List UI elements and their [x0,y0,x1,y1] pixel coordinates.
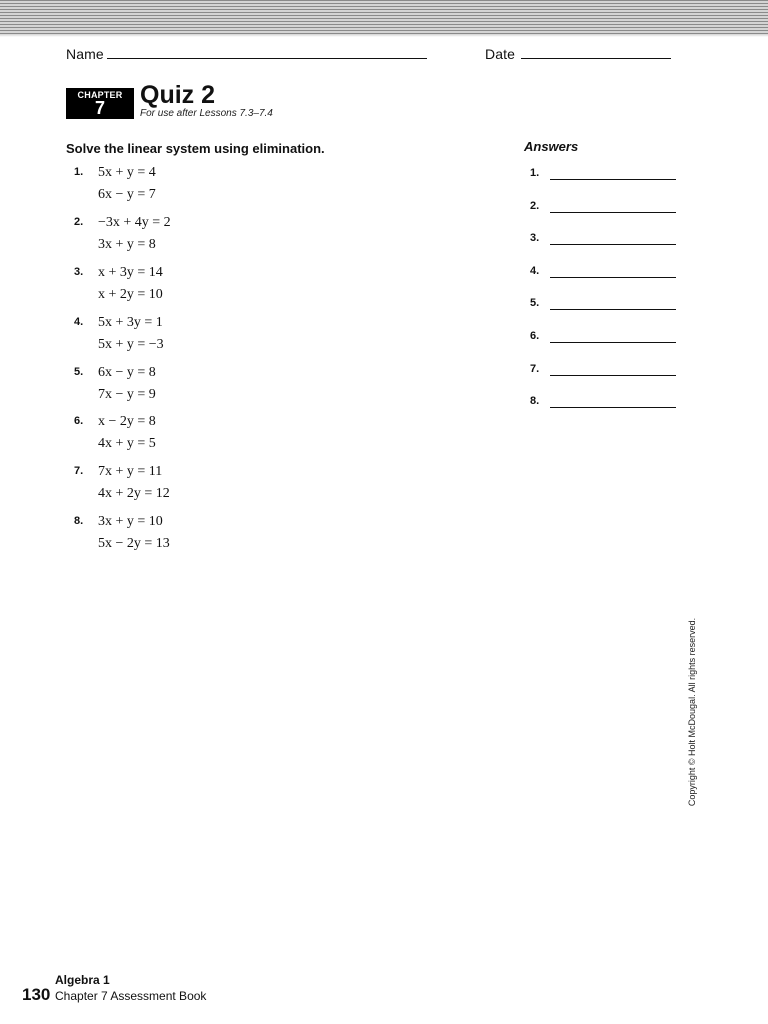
quiz-subtitle: For use after Lessons 7.3–7.4 [140,108,273,119]
footer-book-subtitle: Chapter 7 Assessment Book [55,989,207,1003]
chapter-badge-label: CHAPTER [77,90,123,100]
chapter-badge-number: 7 [94,98,105,118]
problem-equation-1: x − 2y = 8 [98,414,156,429]
chapter-badge [66,88,134,119]
answer-row-4 [530,265,676,279]
answer-number: 4. [530,265,540,277]
date-field[interactable] [521,58,671,59]
problem-equation-2: 7x − y = 9 [98,387,156,402]
problem-equation-1: 3x + y = 10 [98,514,163,529]
answer-number: 8. [530,395,540,407]
problem-equation-1: 7x + y = 11 [98,464,163,479]
problem-number: 7. [74,465,84,477]
answer-row-2 [530,200,676,214]
problem-number: 2. [74,216,84,228]
problem-equation-2: 4x + y = 5 [98,436,156,451]
problem-equation-2: 5x + y = −3 [98,337,164,352]
problem-number: 4. [74,316,84,328]
problem-equation-2: 4x + 2y = 12 [98,486,170,501]
answers-heading: Answers [524,139,579,154]
quiz-title: Quiz 2 [140,81,216,109]
answer-number: 2. [530,200,540,212]
answer-number: 6. [530,330,540,342]
instructions: Solve the linear system using elimination. [66,141,325,156]
answer-number: 3. [530,232,540,244]
copyright-notice: Copyright © Holt McDougal. All rights reserved. [687,617,697,807]
problem-equation-1: −3x + 4y = 2 [98,215,171,230]
problem-equation-1: x + 3y = 14 [98,265,163,280]
problem-equation-1: 6x − y = 8 [98,365,156,380]
decorative-header-band [0,0,768,34]
answer-number: 1. [530,167,540,179]
problem-equation-2: 5x − 2y = 13 [98,536,170,551]
problem-number: 1. [74,166,84,178]
problem-equation-2: x + 2y = 10 [98,287,163,302]
problem-number: 8. [74,515,84,527]
name-field[interactable] [107,58,427,59]
answer-field[interactable] [550,375,676,376]
answer-number: 5. [530,297,540,309]
problem-number: 6. [74,415,84,427]
problem-number: 3. [74,266,84,278]
problem-equation-1: 5x + y = 4 [98,165,156,180]
problem-number: 5. [74,366,84,378]
answer-field[interactable] [550,342,676,343]
answer-row-7 [530,363,676,377]
answer-row-3 [530,232,676,246]
answer-field[interactable] [550,407,676,408]
answer-row-8 [530,395,676,409]
answer-row-1 [530,167,676,181]
answer-row-5 [530,297,676,311]
problem-equation-1: 5x + 3y = 1 [98,315,163,330]
answer-row-6 [530,330,676,344]
problem-equation-2: 6x − y = 7 [98,187,156,202]
name-label: Name [66,46,104,62]
answer-field[interactable] [550,244,676,245]
answer-field[interactable] [550,309,676,310]
footer-page-number: 130 [22,985,51,1004]
footer-book-title: Algebra 1 [55,973,110,987]
answer-field[interactable] [550,277,676,278]
answer-field[interactable] [550,179,676,180]
answer-number: 7. [530,363,540,375]
answer-field[interactable] [550,212,676,213]
problem-equation-2: 3x + y = 8 [98,237,156,252]
date-label: Date [485,46,515,62]
